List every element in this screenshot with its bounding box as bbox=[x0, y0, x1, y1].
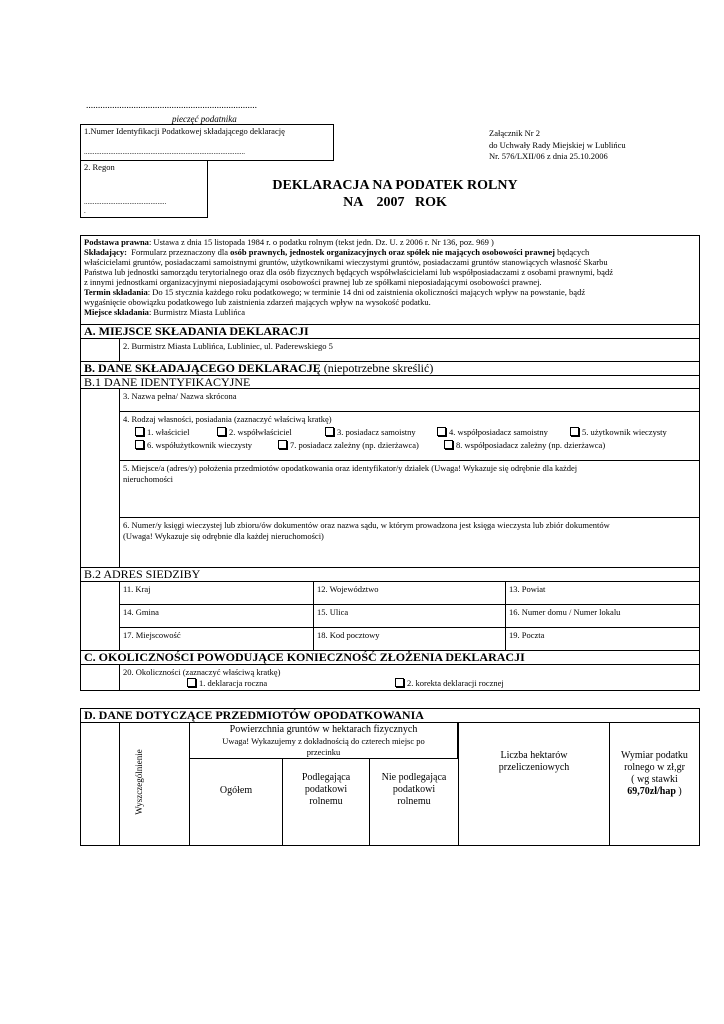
page-title: DEKLARACJA NA PODATEK ROLNY bbox=[272, 178, 518, 193]
section-d-margin bbox=[80, 722, 120, 846]
field-13-county[interactable]: 13. Powiat bbox=[505, 581, 700, 605]
ownership-option-3[interactable] bbox=[325, 427, 416, 438]
specification-label: Wyszczególnienie bbox=[134, 749, 144, 815]
field-4-label: 4. Rodzaj własności, posiadania (zaznaczyć właściwą kratkę) bbox=[123, 414, 332, 424]
field-20-label: 20. Okoliczności (zaznaczyć właściwą kratkę) bbox=[123, 667, 281, 677]
col-total-label: Ogółem bbox=[219, 785, 253, 796]
regon-label: 2. Regon bbox=[84, 162, 115, 172]
option-label: 1. właściciel bbox=[147, 427, 190, 437]
section-d-header: D. DANE DOTYCZĄCE PRZEDMIOTÓW OPODATKOWANIA bbox=[80, 708, 700, 723]
regon-dot: . bbox=[84, 207, 86, 215]
col-taxed-line1: Podlegająca bbox=[301, 772, 351, 783]
section-c-margin bbox=[80, 664, 120, 691]
skladajacy-text1: Formularz przeznaczony dla bbox=[126, 247, 231, 257]
tax-rate: 69,70zł/hap bbox=[627, 786, 676, 797]
page-subtitle: NA 2007 ROK bbox=[343, 195, 447, 210]
section-b-note: (niepotrzebne skreślić) bbox=[320, 361, 434, 375]
nip-box[interactable] bbox=[80, 124, 334, 161]
ownership-option-4[interactable] bbox=[437, 427, 548, 438]
section-b-header bbox=[80, 361, 700, 376]
stamp-dots: ........................................................................ bbox=[86, 101, 257, 111]
col-conversion-line1: Liczba hektarów bbox=[500, 750, 568, 761]
col-tax-label bbox=[610, 750, 699, 798]
skladajacy-bold: osób prawnych, jednostek organizacyjnych oraz spółek nie mających osobowości prawnej bbox=[230, 247, 556, 257]
ownership-option-2[interactable] bbox=[217, 427, 292, 438]
circumstance-option-2[interactable] bbox=[395, 678, 504, 689]
attachment-line2: do Uchwały Rady Miejskiej w Lublińcu bbox=[489, 140, 626, 150]
miejsce-label: Miejsce składania bbox=[84, 307, 149, 317]
option-label: 5. użytkownik wieczysty bbox=[582, 427, 667, 437]
col-tax-amount bbox=[609, 722, 700, 846]
col-untaxed bbox=[369, 758, 459, 846]
nip-dots: ............................................................................................ bbox=[84, 148, 245, 156]
col-untaxed-line3: rolnemu bbox=[397, 796, 431, 807]
col-tax-line1: Wymiar podatku bbox=[621, 750, 688, 761]
col-tax-line2: rolnego w zł,gr bbox=[624, 762, 685, 773]
ownership-option-1[interactable] bbox=[135, 427, 189, 438]
field-5-label-2: nieruchomości bbox=[123, 474, 174, 484]
col-untaxed-label bbox=[370, 772, 458, 808]
section-b1-header: B.1 DANE IDENTYFIKACYJNE bbox=[80, 375, 700, 389]
checkbox[interactable] bbox=[217, 427, 226, 436]
col-taxed-line3: rolnemu bbox=[309, 796, 343, 807]
section-b1-margin bbox=[80, 388, 120, 568]
termin-label: Termin składania bbox=[84, 287, 148, 297]
col-conversion-line2: przeliczeniowych bbox=[498, 762, 570, 773]
field-17-locality[interactable]: 17. Miejscowość bbox=[119, 627, 314, 651]
option-label: 2. współwłaściciel bbox=[229, 427, 292, 437]
skladajacy-text2: będących bbox=[555, 247, 590, 257]
termin-text: : Do 15 stycznia każdego roku podatkowego; w terminie 14 dni od zaistnienia okoliczności mających wpływ na powstanie, bądź bbox=[147, 287, 586, 297]
legal-line3: właścicielami gruntów, posiadaczami samoistnymi gruntów, użytkownikami wieczystymi gruntów, posiadaczami gruntów stanowiących własność Skarbu bbox=[84, 257, 608, 267]
field-5-location[interactable] bbox=[119, 460, 700, 518]
miejsce-text: : Burmistrz Miasta Lublińca bbox=[148, 307, 246, 317]
ownership-option-8[interactable] bbox=[444, 440, 605, 451]
area-note-2: przecinku bbox=[306, 747, 341, 757]
area-group-header bbox=[189, 722, 458, 759]
checkbox[interactable] bbox=[437, 427, 446, 436]
tax-rate-close: ) bbox=[675, 786, 682, 797]
ownership-option-6[interactable] bbox=[135, 440, 252, 451]
checkbox[interactable] bbox=[135, 440, 144, 449]
legal-basis-box bbox=[80, 235, 700, 325]
checkbox[interactable] bbox=[278, 440, 287, 449]
checkbox[interactable] bbox=[135, 427, 144, 436]
section-c-header: C. OKOLICZNOŚCI POWODUJĄCE KONIECZNOŚĆ ZŁOŻENIA DEKLARACJI bbox=[80, 650, 700, 665]
col-tax-line4 bbox=[610, 786, 699, 798]
legal-line7: wygaśnięcie obowiązku podatkowego lub zaistnienia zdarzeń mających wpływ na wysokość podatku. bbox=[84, 297, 431, 307]
section-b2-margin bbox=[80, 581, 120, 651]
skladajacy-label: Składający: bbox=[84, 247, 127, 257]
field-19-post-office[interactable]: 19. Poczta bbox=[505, 627, 700, 651]
field-15-street[interactable]: 15. Ulica bbox=[313, 604, 506, 628]
ownership-option-7[interactable] bbox=[278, 440, 419, 451]
field-11-country[interactable]: 11. Kraj bbox=[119, 581, 314, 605]
option-label: 8. współposiadacz zależny (np. dzierżawca) bbox=[456, 440, 606, 450]
option-label: 3. posiadacz samoistny bbox=[337, 427, 416, 437]
area-title: Powierzchnia gruntów w hektarach fizycznych bbox=[229, 724, 418, 735]
legal-line5: z innymi jednostkami organizacyjnymi nieposiadającymi osobowości prawnej lub ze spółkami nieposiadającymi osobowości prawnej. bbox=[84, 277, 542, 287]
field-12-voivodeship[interactable]: 12. Województwo bbox=[313, 581, 506, 605]
checkbox[interactable] bbox=[187, 678, 196, 687]
col-conversion-hectares bbox=[458, 722, 610, 846]
section-a-margin bbox=[80, 338, 120, 362]
miejsce-line bbox=[84, 307, 245, 318]
col-untaxed-line1: Nie podlegająca bbox=[381, 772, 447, 783]
field-5-label: 5. Miejsce/a (adres/y) położenia przedmiotów opodatkowania oraz identyfikator/y działek (Uwaga! Wykazuje się odrębnie dla każdej bbox=[123, 463, 578, 473]
field-3-name[interactable]: 3. Nazwa pełna/ Nazwa skrócona bbox=[119, 388, 700, 412]
podstawa-label: Podstawa prawna bbox=[84, 237, 149, 247]
col-taxed-label bbox=[283, 772, 369, 808]
col-specification bbox=[119, 722, 190, 846]
area-note: Uwaga! Wykazujemy z dokładnością do czterech miejsc po bbox=[222, 736, 425, 746]
stamp-label: pieczęć podatnika bbox=[172, 114, 237, 124]
option-label: 7. posiadacz zależny (np. dzierżawca) bbox=[290, 440, 419, 450]
field-16-house-number[interactable]: 16. Numer domu / Numer lokalu bbox=[505, 604, 700, 628]
field-18-postal-code[interactable]: 18. Kod pocztowy bbox=[313, 627, 506, 651]
field-6-land-register[interactable] bbox=[119, 517, 700, 568]
col-taxed bbox=[282, 758, 370, 846]
checkbox[interactable] bbox=[325, 427, 334, 436]
nip-label: 1.Numer Identyfikacji Podatkowej składającego deklarację bbox=[84, 126, 285, 136]
option-label: 1. deklaracja roczna bbox=[199, 678, 268, 688]
regon-dots: ............................................... bbox=[84, 198, 167, 206]
section-a-header: A. MIEJSCE SKŁADANIA DEKLARACJI bbox=[80, 324, 700, 339]
checkbox[interactable] bbox=[395, 678, 404, 687]
col-conversion-label bbox=[459, 750, 609, 774]
ownership-option-5[interactable] bbox=[570, 427, 667, 438]
regon-box[interactable] bbox=[80, 160, 208, 218]
field-14-commune[interactable]: 14. Gmina bbox=[119, 604, 314, 628]
option-label: 6. współużytkownik wieczysty bbox=[147, 440, 253, 450]
legal-line4: Państwa lub jednostki samorządu terytorialnego oraz dla osób fizycznych będących współwłaścicielami lub współposiadaczami z osobami prawnymi, bądź bbox=[84, 267, 613, 277]
col-taxed-line2: podatkowi bbox=[304, 784, 348, 795]
section-b2-header: B.2 ADRES SIEDZIBY bbox=[80, 567, 700, 582]
field-6-label: 6. Numer/y księgi wieczystej lub zbioru/ów dokumentów oraz nazwa sądu, w którym prowadzona jest księga wieczysta lub zbiór dokumentów bbox=[123, 520, 610, 530]
attachment-line3: Nr. 576/LXII/06 z dnia 25.10.2006 bbox=[489, 151, 608, 161]
field-2-office[interactable]: 2. Burmistrz Miasta Lublińca, Lubliniec, ul. Paderewskiego 5 bbox=[119, 338, 700, 362]
section-b-title: B. DANE SKŁADAJĄCEGO DEKLARACJĘ bbox=[84, 361, 321, 375]
option-label: 4. współposiadacz samoistny bbox=[449, 427, 548, 437]
col-untaxed-line2: podatkowi bbox=[392, 784, 436, 795]
checkbox[interactable] bbox=[570, 427, 579, 436]
circumstance-option-1[interactable] bbox=[187, 678, 267, 689]
attachment-line1: Załącznik Nr 2 bbox=[489, 128, 540, 138]
col-total bbox=[189, 758, 283, 846]
option-label: 2. korekta deklaracji rocznej bbox=[407, 678, 504, 688]
checkbox[interactable] bbox=[444, 440, 453, 449]
col-tax-line3: ( wg stawki bbox=[631, 774, 678, 785]
field-6-label-2: (Uwaga! Wykazuje się odrębnie dla każdej nieruchomości) bbox=[123, 531, 324, 541]
podstawa-text: : Ustawa z dnia 15 listopada 1984 r. o podatku rolnym (tekst jedn. Dz. U. z 2006 r. Nr 136, poz. 969 ) bbox=[148, 237, 494, 247]
